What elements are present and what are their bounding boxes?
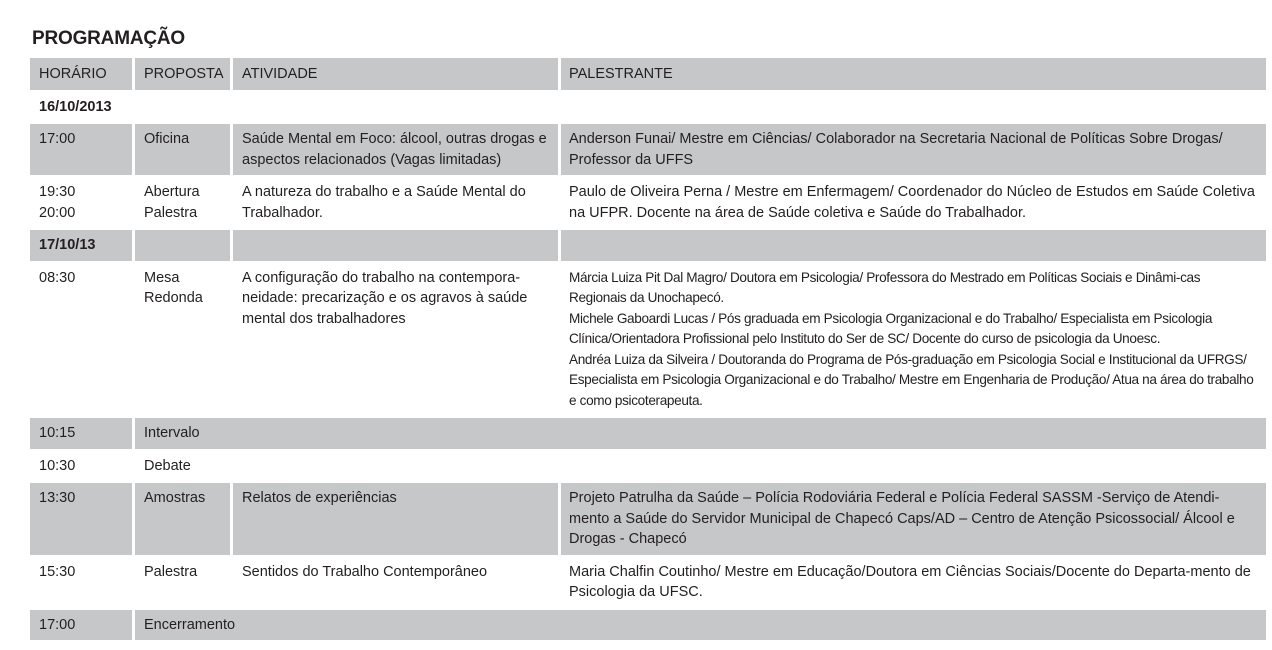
table-row [30,263,1266,417]
atividade-cell: Sentidos do Trabalho Contemporâneo [242,563,488,580]
time-cell: 08:30 [39,269,76,286]
time-cell: 17:00 [30,610,132,641]
palestrante-paragraph: Márcia Luiza Pit Dal Magro/ Doutora em Psicologia/ Professora do Mestrado em Políticas Sociais e Dinâmi-cas Regionais da Unochapecó. [569,269,1201,305]
atividade-cell: Relatos de experiências [233,483,558,555]
proposta-value: Mesa [144,269,180,286]
time-cell: 10:15 [30,418,132,449]
proposta-cell: Oficina [135,124,230,175]
schedule-table [30,58,1266,642]
table-header-row [30,58,1266,90]
palestrante-paragraph: Michele Gaboardi Lucas / Pós graduada em Psicologia Organizacional e do Trabalho/ Especialista em Psicologia Clínica/Orientadora Profissional pelo Instituto do Ser de SC/ Docente do curso de psicologia da Unoesc. [569,310,1213,346]
palestrante-cell: Paulo de Oliveira Perna / Mestre em Enfermagem/ Coordenador do Núcleo de Estudos em Saúde Coletiva na UFPR. Docente na área de Saúde coletiva e Saúde do Trabalhador. [569,184,1255,221]
header-proposta: PROPOSTA [135,58,230,90]
proposta-cell [135,177,230,228]
atividade-cell: A configuração do trabalho na contempora-neidade: precarização e os agravos à saúde mental dos trabalhadores [242,269,528,327]
time-cell: 13:30 [30,483,132,555]
time-cell: 17:00 [30,124,132,175]
time-cell [30,177,132,228]
time-value: 19:30 [39,184,76,200]
table-row [30,483,1266,555]
header-horario: HORÁRIO [30,58,132,90]
proposta-value: Redonda [144,290,203,306]
atividade-cell: Saúde Mental em Foco: álcool, outras drogas e aspectos relacionados (Vagas limitadas) [233,124,558,175]
date-row [30,92,1266,123]
table-row [30,610,1266,641]
proposta-cell: Palestra [144,563,198,580]
empty-cell [561,230,1266,261]
table-row [30,418,1266,449]
proposta-value: Palestra [144,204,198,221]
empty-cell [233,230,558,261]
proposta-value: Abertura [144,184,200,200]
header-palestrante: PALESTRANTE [561,58,1266,90]
palestrante-cell: Projeto Patrulha da Saúde – Polícia Rodoviária Federal e Polícia Federal SASSM -Serviço de Atendi-mento a Saúde do Servidor Municipal de Chapecó Caps/AD – Centro de Atenção Psicossocial/ Álcool e Drogas - Chapecó [561,483,1266,555]
time-cell: 15:30 [39,563,76,580]
date-label: 17/10/13 [30,230,132,261]
time-value: 20:00 [39,204,76,221]
proposta-cell [135,263,230,417]
table-row [30,557,1266,608]
atividade-cell: A natureza do trabalho e a Saúde Mental do Trabalhador. [242,184,526,221]
proposta-cell: Intervalo [135,418,1266,449]
proposta-cell: Debate [144,457,191,474]
palestrante-paragraph: Andréa Luiza da Silveira / Doutoranda do Programa de Pós-graduação em Psicologia Social e Institucional da UFRGS/ Especialista em Psicologia Organizacional e do Trabalho/ Mestre em Engenharia de Produção/ Atua na área do trabalho e como psicoterapeuta. [569,351,1254,408]
proposta-cell: Amostras [135,483,230,555]
table-row [30,177,1266,228]
header-atividade: ATIVIDADE [233,58,558,90]
proposta-cell: Encerramento [135,610,1266,641]
table-row [30,124,1266,175]
time-cell: 10:30 [39,457,76,474]
date-label: 16/10/2013 [39,98,112,115]
palestrante-cell [561,263,1266,417]
palestrante-cell: Anderson Funai/ Mestre em Ciências/ Colaborador na Secretaria Nacional de Políticas Sobre Drogas/ Professor da UFFS [561,124,1266,175]
date-row [30,230,1266,261]
page-title: PROGRAMAÇÃO [32,28,185,49]
empty-cell [135,230,230,261]
table-row [30,451,1266,482]
palestrante-cell: Maria Chalfin Coutinho/ Mestre em Educação/Doutora em Ciências Sociais/Docente do Departa-mento de Psicologia da UFSC. [569,563,1251,600]
